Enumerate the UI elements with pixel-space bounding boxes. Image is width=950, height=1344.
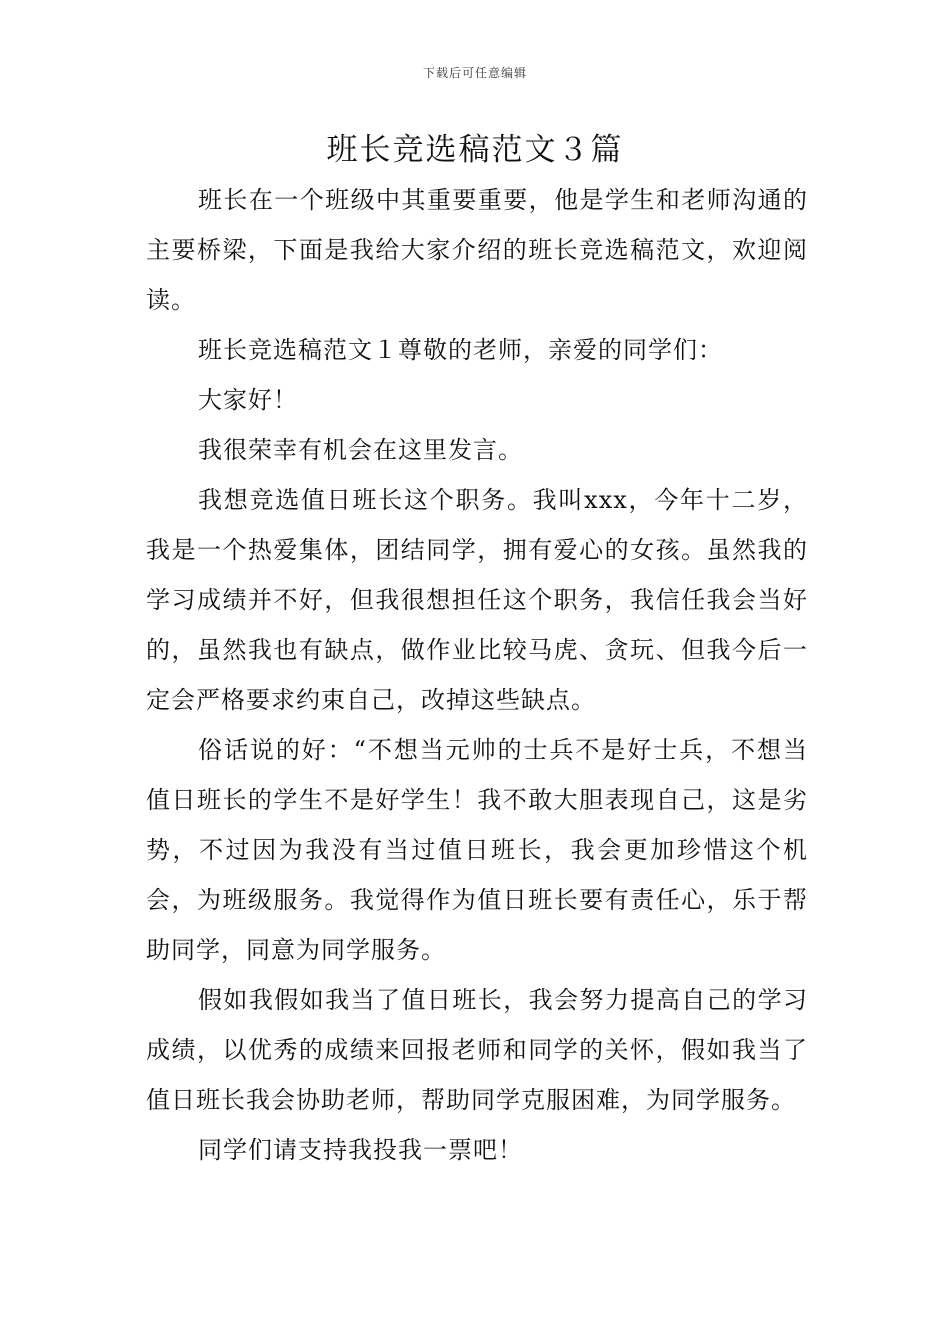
intro-paragraph: 班长在一个班级中其重要重要，他是学生和老师沟通的主要桥梁，下面是我给大家介绍的班长竞选稿范文，欢迎阅读。	[146, 186, 808, 314]
salutation-paragraph: 班长竞选稿范文１尊敬的老师，亲爱的同学们：	[198, 336, 723, 364]
opening-paragraph: 我很荣幸有机会在这里发言。	[198, 436, 523, 464]
proverb-paragraph: 俗话说的好：“不想当元帅的士兵不是好士兵，不想当值日班长的学生不是好学生！我不敢大胆表现自己，这是劣势，不过因为我没有当过值日班长，我会更加珍惜这个机会，为班级服务。我觉得作为值日班长要有责任心，乐于帮助同学，同意为同学服务。	[146, 736, 808, 964]
self-introduction-paragraph: 我想竞选值日班长这个职务。我叫xxx，今年十二岁，我是一个热爱集体，团结同学，拥有爱心的女孩。虽然我的学习成绩并不好，但我很想担任这个职务，我信任我会当好的，虽然我也有缺点，做作业比较马虎、贪玩、但我今后一定会严格要求约束自己，改掉这些缺点。	[146, 486, 808, 714]
closing-paragraph: 同学们请支持我投我一票吧！	[198, 1136, 523, 1164]
promise-paragraph: 假如我假如我当了值日班长，我会努力提高自己的学习成绩，以优秀的成绩来回报老师和同学的关怀，假如我当了值日班长我会协助老师，帮助同学克服困难，为同学服务。	[146, 986, 808, 1114]
greeting-paragraph: 大家好！	[198, 386, 298, 414]
document-title: 班长竞选稿范文３篇	[326, 132, 624, 168]
header-note: 下载后可任意编辑	[422, 66, 527, 80]
document-body	[146, 175, 808, 1175]
